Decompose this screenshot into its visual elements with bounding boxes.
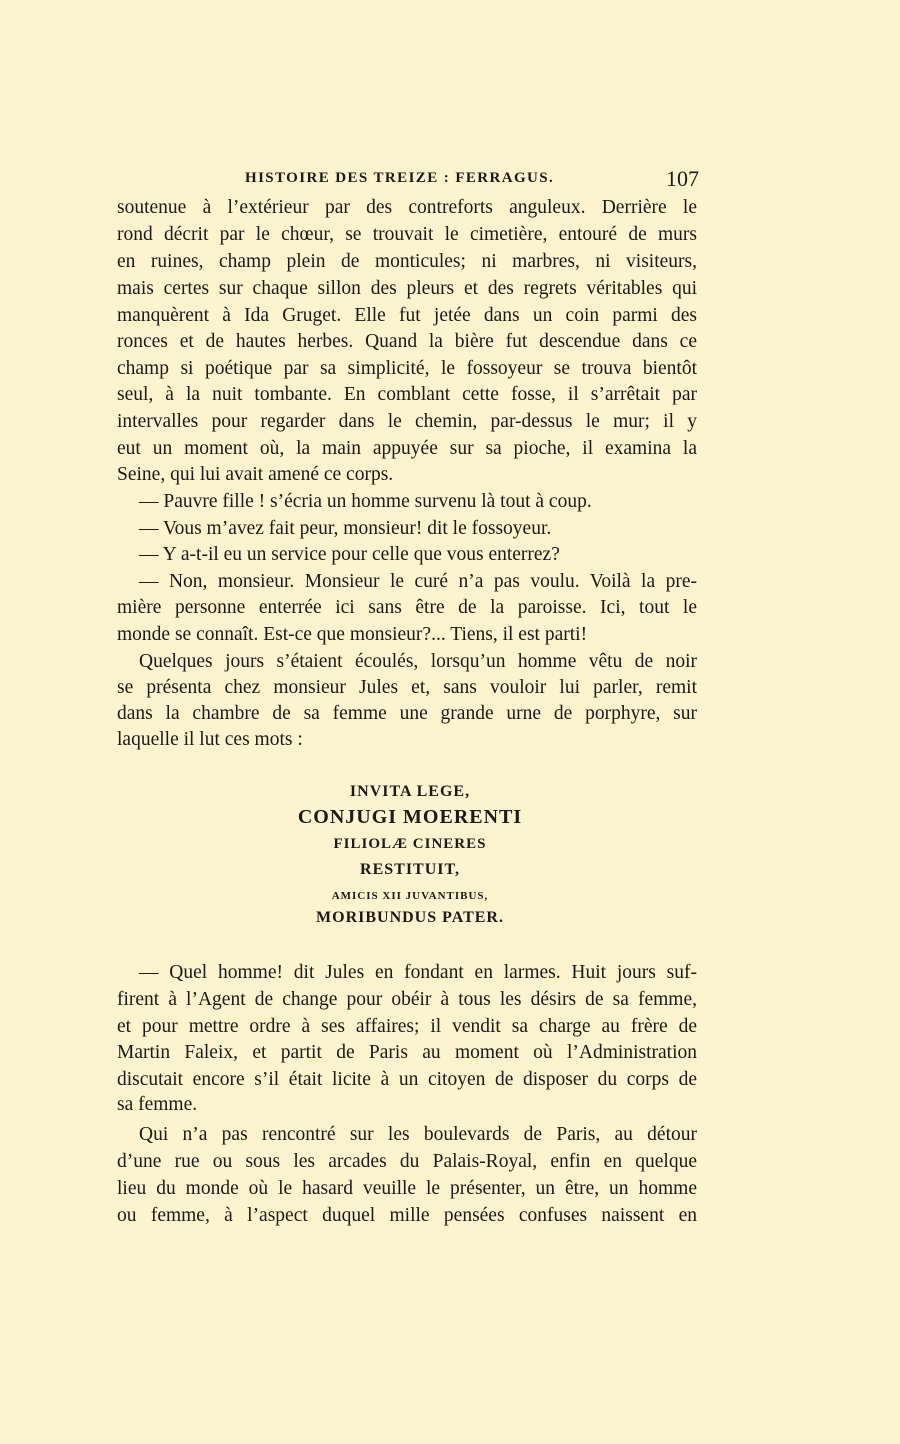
inscription-line: CONJUGI MOERENTI [297, 806, 523, 828]
text-line: Qui n’a pas rencontré sur les boulevards de Paris, au détour [139, 1124, 697, 1145]
text-line: mais certes sur chaque sillon des pleurs et des regrets véritables qui [117, 278, 697, 299]
text-line: Quelques jours s’étaient écoulés, lorsqu’un homme vêtu de noir [139, 651, 697, 672]
text-line: ronces et de hautes herbes. Quand la bière fut descendue dans ce [117, 331, 697, 352]
text-line: seul, à la nuit tombante. En comblant cette fosse, il s’arrêtait par [117, 384, 697, 405]
inscription-line: MORIBUNDUS PATER. [316, 909, 504, 927]
inscription-line: FILIOLÆ CINERES [333, 836, 487, 852]
text-line: d’une rue ou sous les arcades du Palais-Royal, enfin en quelque [117, 1151, 697, 1172]
text-line: firent à l’Agent de change pour obéir à tous les désirs de sa femme, [117, 989, 697, 1010]
text-line: se présenta chez monsieur Jules et, sans vouloir lui parler, remit [117, 677, 697, 698]
text-line: eut un moment où, la main appuyée sur sa pioche, il examina la [117, 438, 697, 459]
inscription-line: INVITA LEGE, [349, 783, 471, 801]
text-line: en ruines, champ plein de monticules; ni marbres, ni visiteurs, [117, 251, 697, 272]
text-line: monde se connaît. Est-ce que monsieur?... Tiens, il est parti! [117, 624, 588, 645]
text-line: — Pauvre fille ! s’écria un homme survenu là tout à coup. [139, 491, 592, 512]
page-number: 107 [666, 166, 699, 191]
text-line: dans la chambre de sa femme une grande urne de porphyre, sur [117, 703, 697, 724]
text-line: intervalles pour regarder dans le chemin, par-dessus le mur; il y [117, 411, 697, 432]
text-line: Seine, qui lui avait amené ce corps. [117, 464, 394, 485]
running-title: HISTOIRE DES TREIZE : FERRAGUS. [245, 170, 555, 186]
text-line: — Y a-t-il eu un service pour celle que vous enterrez? [139, 544, 560, 565]
text-line: laquelle il lut ces mots : [117, 729, 303, 750]
text-line: discutait encore s’il était licite à un citoyen de disposer du corps de [117, 1069, 697, 1090]
inscription-line: AMICIS XII JUVANTIBUS, [331, 890, 489, 903]
text-line: soutenue à l’extérieur par des contreforts anguleux. Derrière le [117, 197, 697, 218]
text-line: — Vous m’avez fait peur, monsieur! dit le fossoyeur. [139, 518, 552, 539]
text-line: champ si poétique par sa simplicité, le fossoyeur se trouva bientôt [117, 358, 697, 379]
text-line: — Non, monsieur. Monsieur le curé n’a pas voulu. Voilà la pre- [139, 571, 697, 592]
text-line: rond décrit par le chœur, se trouvait le cimetière, entouré de murs [117, 224, 697, 245]
page-header [117, 168, 699, 192]
text-line: Martin Falеix, et partit de Paris au moment où l’Administration [117, 1042, 697, 1063]
text-line: et pour mettre ordre à ses affaires; il vendit sa charge au frère de [117, 1016, 697, 1037]
inscription-line: RESTITUIT, [360, 861, 460, 879]
text-line: lieu du monde où le hasard veuille le présenter, un être, un homme [117, 1178, 697, 1199]
text-line: ou femme, à l’aspect duquel mille pensées confuses naissent en [117, 1205, 697, 1226]
text-line: sa femme. [117, 1094, 198, 1115]
text-line: — Quel homme! dit Jules en fondant en larmes. Huit jours suf- [139, 962, 697, 983]
text-line: mière personne enterrée ici sans être de la paroisse. Ici, tout le [117, 597, 697, 618]
text-line: manquèrent à Ida Gruget. Elle fut jetée dans un coin parmi des [117, 305, 697, 326]
